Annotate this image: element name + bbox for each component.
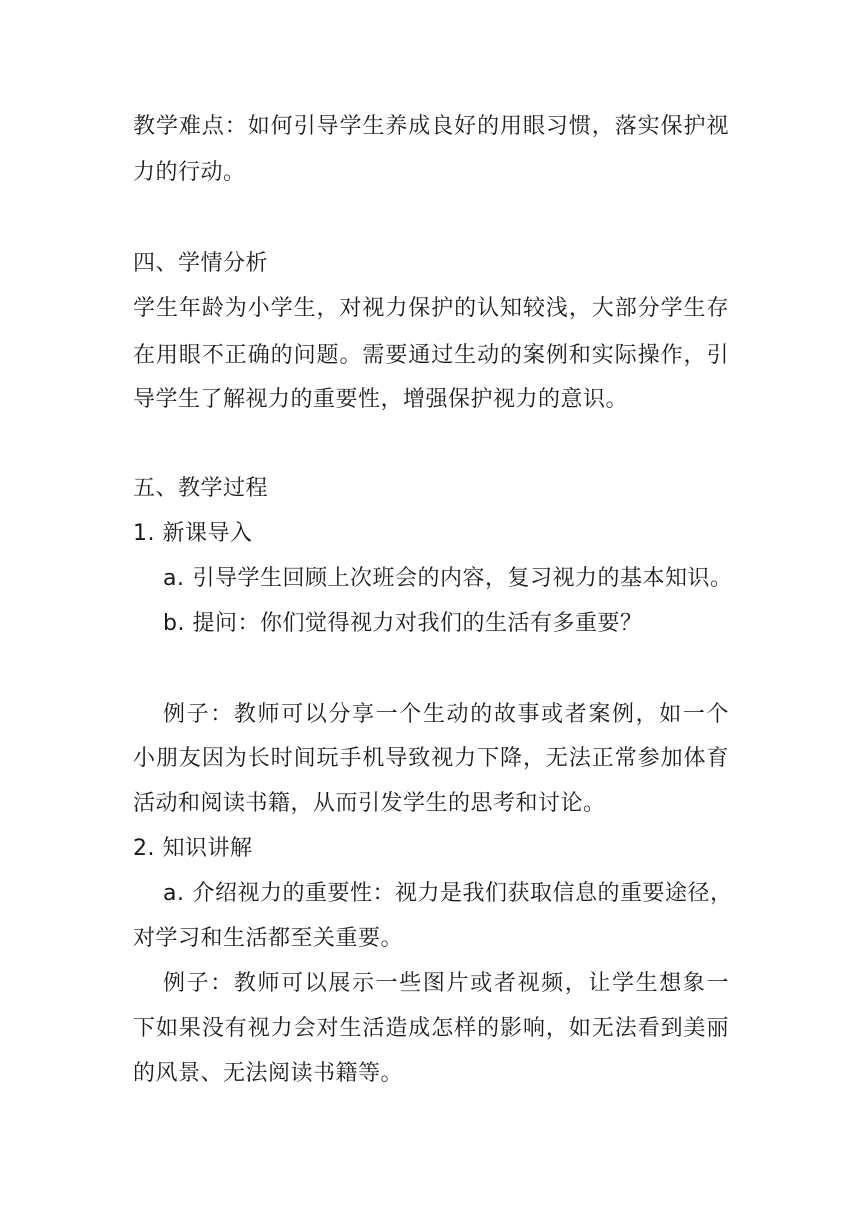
- item2-a-line-1: 介绍视力的重要性：视力是我们获取信息的重要途径，: [192, 881, 733, 906]
- difficulty-line-1: 教学难点：如何引导学生养成良好的用眼习惯，落实保护视: [133, 114, 729, 139]
- section5-heading: 五、教学过程: [133, 476, 269, 501]
- item2-a: [163, 879, 733, 909]
- item2-number: 2.: [133, 836, 155, 861]
- item1-a-text: 引导学生回顾上次班会的内容，复习视力的基本知识。: [192, 566, 733, 591]
- item1-b: [163, 609, 643, 639]
- item1-a: [163, 564, 733, 594]
- section4-line-1: 学生年龄为小学生，对视力保护的认知较浅，大部分学生存: [133, 296, 729, 321]
- item1-number: 1.: [133, 521, 155, 546]
- item2-heading: [133, 834, 253, 864]
- item2-example-line-1: 例子：教师可以展示一些图片或者视频，让学生想象一: [163, 971, 729, 996]
- item2-example-line-2: 下如果没有视力会对生活造成怎样的影响，如无法看到美丽: [133, 1016, 729, 1041]
- item2-example-line-3: 的风景、无法阅读书籍等。: [133, 1061, 404, 1086]
- item1-a-label: a.: [163, 566, 185, 591]
- item2-a-line-2: 对学习和生活都至关重要。: [133, 926, 404, 951]
- section4-line-3: 导学生了解视力的重要性，增强保护视力的意识。: [133, 387, 629, 412]
- item2-a-label: a.: [163, 881, 185, 906]
- section4-heading: 四、学情分析: [133, 251, 269, 276]
- item1-title: 新课导入: [162, 521, 253, 546]
- item1-b-text: 提问：你们觉得视力对我们的生活有多重要？: [192, 611, 643, 636]
- item1-heading: [133, 519, 253, 549]
- difficulty-line-2: 力的行动。: [133, 160, 246, 185]
- item1-example-line-1: 例子：教师可以分享一个生动的故事或者案例，如一个: [163, 702, 729, 727]
- item1-example-line-3: 活动和阅读书籍，从而引发学生的思考和讨论。: [133, 791, 606, 816]
- item2-title: 知识讲解: [162, 836, 253, 861]
- item1-b-label: b.: [163, 611, 185, 636]
- item1-example-line-2: 小朋友因为长时间玩手机导致视力下降，无法正常参加体育: [133, 746, 729, 771]
- section4-line-2: 在用眼不正确的问题。需要通过生动的案例和实际操作，引: [133, 343, 729, 368]
